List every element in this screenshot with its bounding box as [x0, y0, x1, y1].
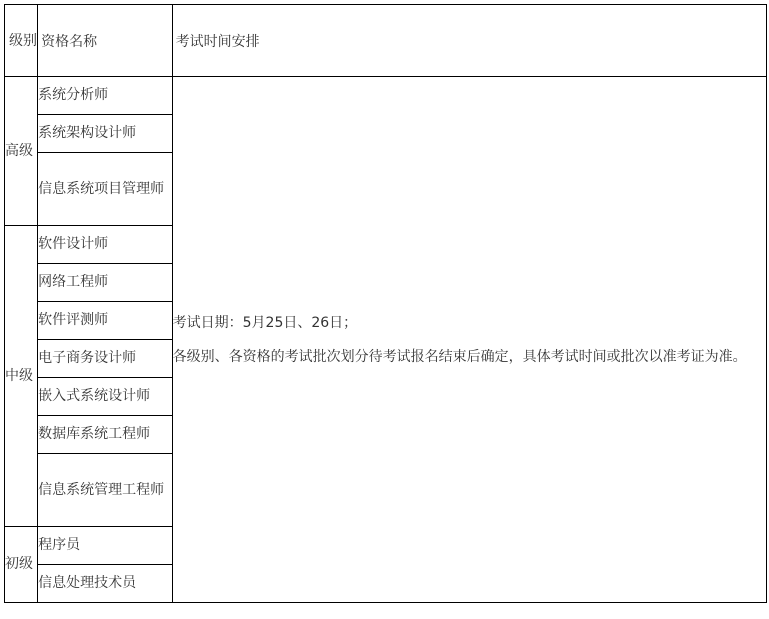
qualification-name: 信息处理技术员	[38, 565, 173, 603]
header-qualification-name: 资格名称	[38, 5, 173, 77]
exam-schedule-table	[4, 4, 767, 603]
level-junior: 初级	[5, 527, 38, 603]
table-row	[5, 77, 767, 115]
qualification-name: 信息系统项目管理师	[38, 153, 173, 226]
header-schedule: 考试时间安排	[172, 5, 766, 77]
qualification-name: 软件设计师	[38, 226, 173, 264]
qualification-name: 软件评测师	[38, 302, 173, 340]
qualification-name: 系统架构设计师	[38, 115, 173, 153]
level-intermediate: 中级	[5, 226, 38, 527]
qualification-name: 信息系统管理工程师	[38, 454, 173, 527]
schedule-cell	[172, 77, 766, 603]
qualification-name: 程序员	[38, 527, 173, 565]
qualification-name: 嵌入式系统设计师	[38, 378, 173, 416]
header-level: 级别	[5, 5, 38, 77]
qualification-name: 系统分析师	[38, 77, 173, 115]
exam-batch-note: 各级别、各资格的考试批次划分待考试报名结束后确定，具体考试时间或批次以准考证为准。	[172, 348, 747, 365]
qualification-name: 数据库系统工程师	[38, 416, 173, 454]
level-senior: 高级	[5, 77, 38, 226]
table-header-row	[5, 5, 767, 77]
qualification-name: 电子商务设计师	[38, 340, 173, 378]
qualification-name: 网络工程师	[38, 264, 173, 302]
exam-date-text: 考试日期：5月25日、26日；	[172, 314, 358, 331]
